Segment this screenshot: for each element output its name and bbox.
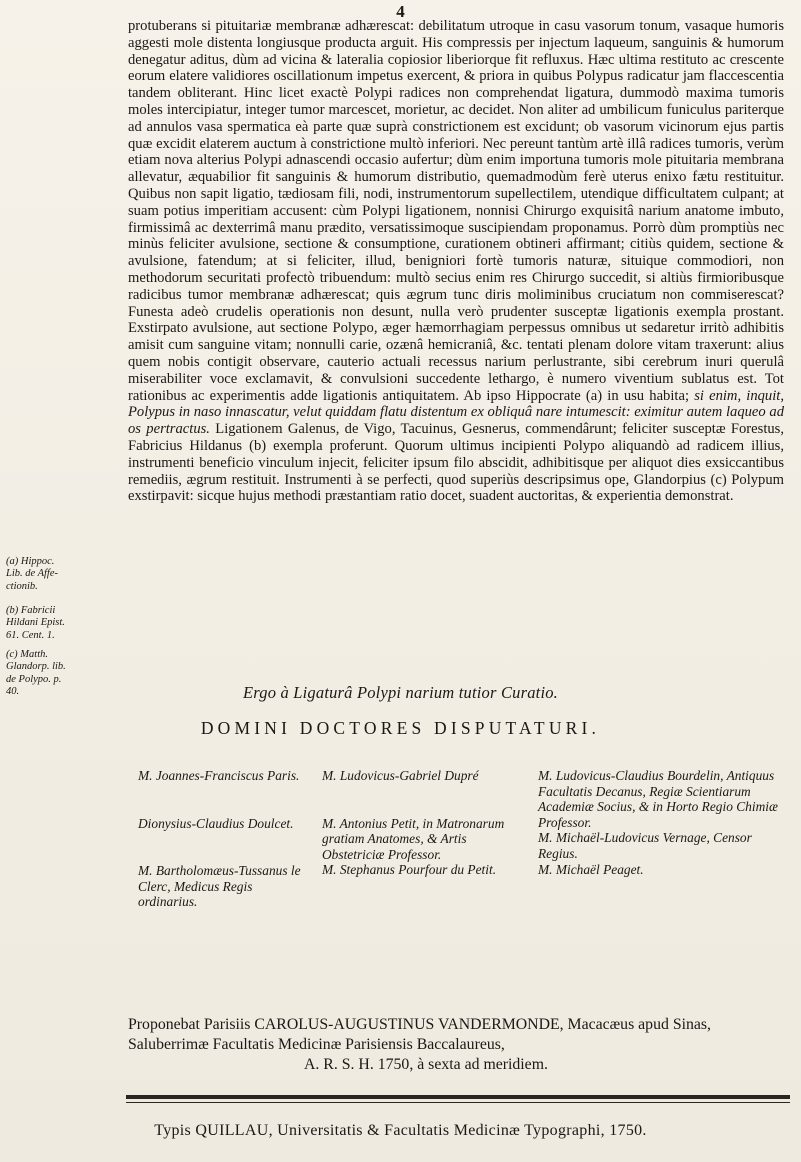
doctors-heading: DOMINI DOCTORES DISPUTATURI. [200, 718, 601, 738]
doctors-col-1 [138, 768, 308, 910]
doctor-4: M. Ludovicus-Gabriel Dupré [322, 768, 479, 783]
doctor-9: M. Michaël Peaget. [538, 861, 644, 877]
doctor-1: M. Joannes-Franciscus Paris. [138, 768, 300, 783]
main-text [128, 18, 784, 505]
doctor-7: M. Ludovicus-Claudius Bourdelin, Antiquus Facultatis Decanus, Regiæ Scientiarum Academiæ Socius, & in Horto Regio Chimiæ Professor. [538, 768, 778, 830]
conclusion-line: Ergo à Ligaturâ Polypi narium tutior Curatio. [242, 683, 559, 702]
page-number: 4 [396, 2, 405, 21]
printer-imprint: Typis QUILLAU, Universitatis & Facultatis Medicinæ Typographi, 1750. [154, 1122, 647, 1139]
doctors-col-3 [538, 768, 788, 877]
doctor-8: M. Michaël-Ludovicus Vernage, Censor Regius. [538, 830, 752, 861]
margin-note-a: (a) Hippoc. Lib. de Affe- ctionib. [6, 556, 59, 592]
thick-rule [126, 1095, 790, 1099]
date-line: A. R. S. H. 1750, à sexta ad meridiem. [304, 1056, 548, 1073]
body-paragraph [128, 18, 784, 505]
doctor-2: Dionysius-Claudius Doulcet. [138, 815, 294, 831]
body-text: protuberans si pituitariæ membranæ adhærescat: debilitatum utroque in casu vasorum tonum, vasaque humoris aggesti mole distenta longiusque producta arguit. His compressis per injectum laqueum, sanguinis & humorum denegatur aditus, dùm ad vicina & lateralia copiosior liberiorque fit refluxus. Hæc ultima restituto ac crescente eorum elatere validiores oscillationum impetus exercent, & priora in quibus Polypus radicatur jam flaccescentia tandem obliterant. Hinc licet exactè Polypi radices non comprehendat ligatura, dummodò maxima tumoris moles intercipiatur, integer tumor marcescet, morietur, ac decidet. Non aliter ad umbilicum funiculus pariterque ad annulos vasa spermatica eà parte quæ suprà constrictionem est excidunt; ob vasorum vicinorum ejus partis quæ excidit elaterem auctum à constrictione multò inferiori. Nec pereunt tantùm artè illâ radices tumoris, verùm etiam nova alterius Polypi adnascendi occasio aufertur; dùm enim importuna tumoris mole pituitaria membrana allevatur, æquabilior fit sanguinis & humorum distributio, quemadmodùm ferè uterus enixo fætu restituitur. Quibus non sapit ligatio, tædiosam fili, nodi, instrumentorum supellectilem, utendique difficultatem culpant; at suam potius imperitiam accusent: cùm Polypi ligationem, nonnisi Chirurgo exquisitâ narium anatome imbuto, firmissimâ ac dexterrimâ manu prædito, versatissimoque suscipiendam proponamus. Porrò dùm promptiùs nec minùs feliciter avulsione, sectione & consumptione, curationem obtineri affirmant; citiùs quidem, sectione & avulsione, fatendum; at si feliciter, illud, benigniori fortè tumoris naturæ, situique commodiori, non methodorum securitati profectò tribuendum: multò secius enim res Chirurgo succedit, si altiùs firmioribusque radicibus tumor membranæ adhærescat; quis ægrum tunc diris moliminibus cruciatum non commiserescat? Funesta adeò crudelis operationis non desunt, nulla verò prudenter susceptæ ligationis exempla prostant. Exstirpato avulsione, aut sectione Polypo, æger hæmorrhagiam perpessus omnibus ut sedaretur irritò adhibitis amisit cum sanguine vitam; nonnulli carie, ozænâ hemicraniâ, &c. tentati plenam dolore vitam traxerunt: alius quem nobis contigit observare, cauterio actuali recessus narium perlustrante, sibi cerebrum inuri querulâ miserabiliter voce exclamavit, & convulsioni succedente lethargo, è numero viventium sublatus est. Tot rationibus ac experimentis adde ligationis antiquitatem. Ab ipso Hippocrate (a) in usu habita; [128, 18, 784, 404]
doctor-3: M. Bartholomæus-Tussanus le Clerc, Medicus Regis ordinarius. [138, 863, 301, 910]
margin-note-c: (c) Matth. Glandorp. lib. de Polypo. p. 40. [6, 649, 66, 698]
respondent-line: Proponebat Parisiis CAROLUS-AUGUSTINUS VANDERMONDE, Macacæus apud Sinas, Saluberrimæ Facultatis Medicinæ Parisiensis Baccalaureus, [128, 1016, 712, 1053]
body-tail: Ligationem Galenus, de Vigo, Tacuinus, Gesnerus, commendârunt; feliciter susceptæ Forestus, Fabricius Hildanus (b) exempla proferunt. Quorum ultimus incipienti Polypo aliquandò ad radicem illius, instrumenti beneficio vinculum injecit, feliciter ipsum filo abscidit, adhibitisque per aliquot dies exsiccantibus remediis, ægrum restituit. Instrumenti à se perfecti, quod superiùs descripsimus ope, Glandorpius (c) Polypum exstirpavit: sicque hujus methodi præstantiam ratio docet, suadent auctoritas, & experientia demonstrat. [128, 421, 784, 505]
doctors-col-2 [322, 768, 512, 878]
doctor-5: M. Antonius Petit, in Matronarum gratiam Anatomes, & Artis Obstetriciæ Professor. [322, 815, 505, 862]
thin-rule [126, 1102, 790, 1103]
hippocrates-quote: si enim, inquit, Polypus in naso innascatur, velut quiddam flatu distentum ex obliquâ nare intumescit: eximitur autem laqueo ad os pertractus. [128, 387, 784, 438]
respondent-block [128, 1015, 788, 1075]
margin-note-b: (b) Fabricii Hildani Epist. 61. Cent. 1. [6, 605, 65, 641]
doctor-6: M. Stephanus Pourfour du Petit. [322, 862, 497, 878]
